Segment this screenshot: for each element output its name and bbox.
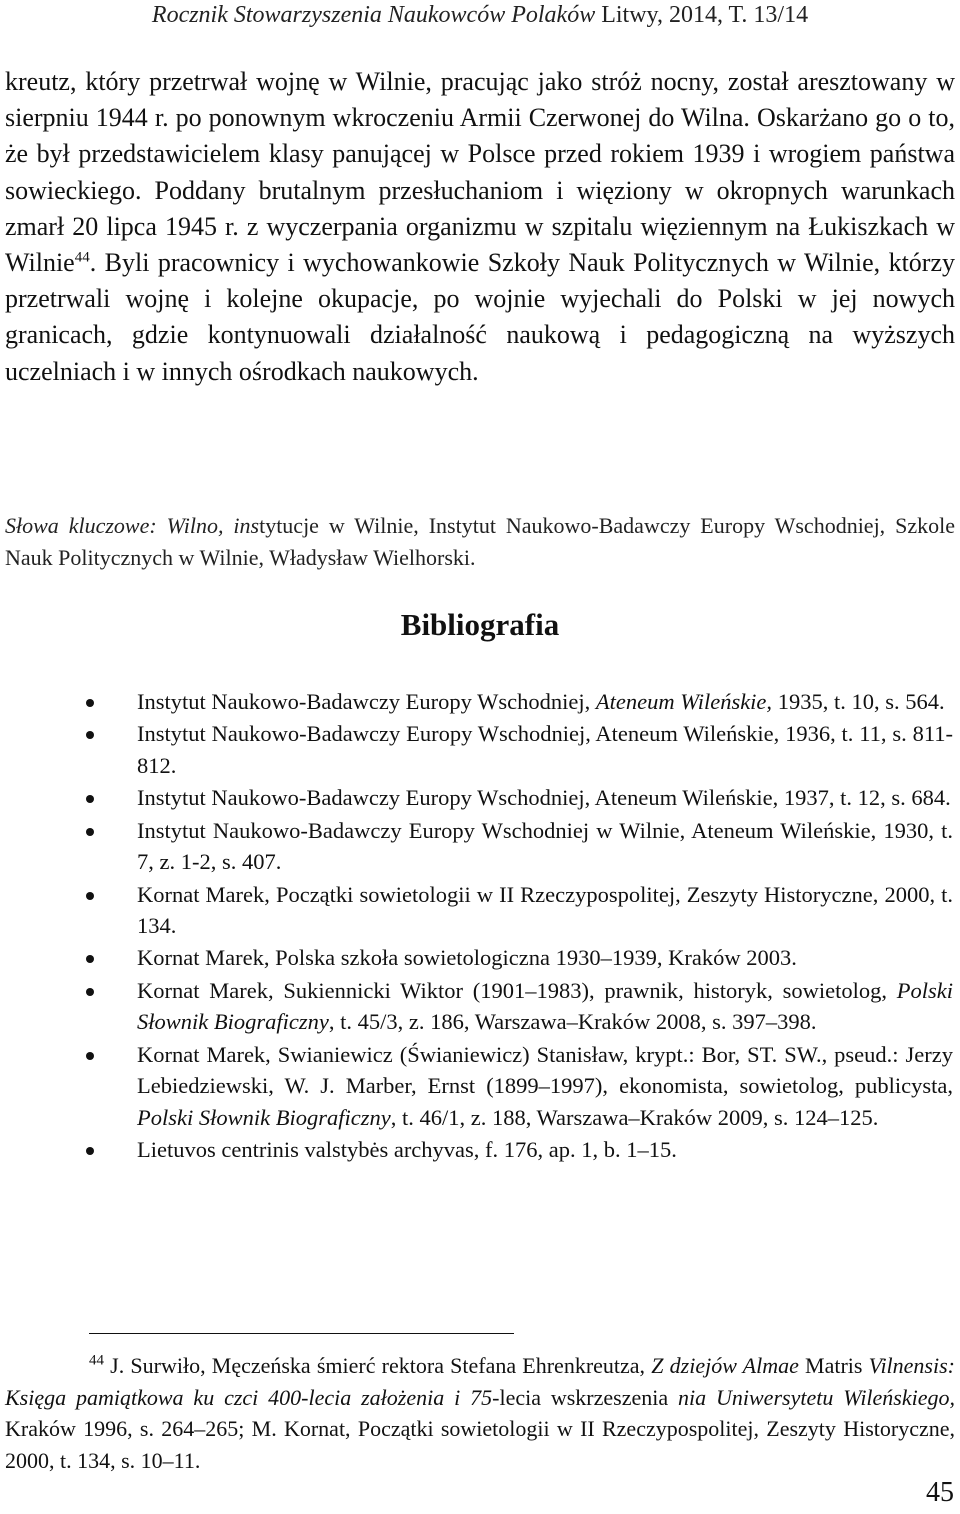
- bib-text: , t. 45/3, z. 186, Warszawa–Kraków 2008, s. 397–398.: [328, 1009, 817, 1035]
- bibliography-item: [0, 975, 960, 1038]
- bullet-icon: [86, 795, 94, 803]
- body-text-part-2: . Byli pracownicy i wychowankowie Szkoły Nauk Politycznych w Wilnie, którzy przetrwali wojnę i kolejne okupacje, po wojnie wyjechali do Polski w jej nowych granicach, gdzie kontynuowali działalność naukową i pedagogiczną na wyższych uczelniach i w innych ośrodkach naukowych.: [5, 248, 955, 386]
- bib-title: Polski Słownik Biograficzny: [137, 1104, 391, 1130]
- footnote-reference[interactable]: 44: [74, 249, 90, 266]
- bullet-icon: [86, 828, 94, 836]
- keywords-label: Słowa kluczowe: Wilno, ins: [5, 513, 260, 538]
- bibliography-heading: Bibliografia: [400, 607, 560, 642]
- bib-text: Kornat Marek, Sukiennicki Wiktor (1901–1983), prawnik, historyk, sowietolog,: [137, 977, 897, 1003]
- bibliography-item: [0, 718, 960, 781]
- bullet-icon: [86, 699, 94, 707]
- bullet-icon: [86, 731, 94, 739]
- running-head-journal: Rocznik Stowarzyszenia Naukowców Polaków: [151, 2, 596, 28]
- bibliography-item: [0, 686, 960, 718]
- bib-text: Lietuvos centrinis valstybės archyvas, f. 176, ap. 1, b. 1–15.: [137, 1137, 677, 1163]
- bullet-icon: [86, 988, 94, 996]
- bibliography-item: [0, 815, 960, 878]
- footnote: [5, 1350, 955, 1476]
- bullet-icon: [86, 892, 94, 900]
- running-head: [0, 2, 960, 29]
- bib-text: , t. 46/1, z. 188, Warszawa–Kraków 2009, s. 124–125.: [390, 1104, 879, 1130]
- body-text-part-1: kreutz, który przetrwał wojnę w Wilnie, pracując jako stróż nocny, został aresztowany w sierpniu 1944 r. po ponownym wkroczeniu Armii Czerwonej do Wilna. Oskarżano go o to, że był przedstawicielem klasy panującej w Polsce przed rokiem 1939 i wrogiem państwa sowieckiego. Poddany brutalnym przesłuchaniom i więziony w okropnych warunkach zmarł 20 lipca 1945 r. z wyczerpania organizmu w szpitalu więziennym na Łukiszkach w Wilnie: [5, 67, 955, 278]
- bibliography-item: [0, 782, 960, 814]
- bibliography-item: [0, 1134, 960, 1166]
- bib-text: Instytut Naukowo-Badawczy Europy Wschodniej, Ateneum Wileńskie, 1937, t. 12, s. 684.: [137, 785, 951, 811]
- bib-text: Instytut Naukowo-Badawczy Europy Wschodniej,: [137, 689, 596, 714]
- footnote-title: Vilnensis: Księga pamiątkowa ku czci 400-lecia założenia i 75: [5, 1353, 955, 1410]
- bib-title: Polski Słownik Biograficzny: [137, 977, 953, 1035]
- running-head-volume: Litwy, 2014, T. 13/14: [601, 2, 809, 28]
- bibliography-item: [0, 942, 960, 974]
- footnote-title: Z dziejów Almae: [651, 1353, 799, 1378]
- bullet-icon: [86, 955, 94, 963]
- bullet-icon: [86, 1052, 94, 1060]
- body-paragraph: [5, 64, 955, 390]
- bib-text: Kornat Marek, Początki sowietologii w II Rzeczypospolitej, Zeszyty Historyczne, 2000, t. 134.: [137, 881, 953, 939]
- bibliography-list: [0, 686, 960, 1167]
- bib-text: Kornat Marek, Swianiewicz (Świaniewicz) Stanisław, krypt.: Bor, ST. SW., pseud.: Jerzy Lebiedziewski, W. J. Marber, Ernst (1899–1997), ekonomista, sowietolog, publicysta,: [137, 1041, 953, 1099]
- footnote-text: Matris: [798, 1353, 869, 1378]
- footnote-text: J. Surwiło, Męczeńska śmierć rektora Stefana Ehrenkreutza,: [104, 1353, 652, 1378]
- bib-title: Ateneum Wileńskie,: [595, 689, 773, 714]
- bibliography-item: [0, 879, 960, 942]
- bib-text: Kornat Marek, Polska szkoła sowietologiczna 1930–1939, Kraków 2003.: [137, 945, 797, 971]
- footnote-title: nia Uniwersytetu Wileńskiego,: [678, 1384, 956, 1410]
- footnote-separator: [89, 1333, 514, 1334]
- bib-text: Instytut Naukowo-Badawczy Europy Wschodniej w Wilnie, Ateneum Wileńskie, 1930, t. 7, z. 1-2, s. 407.: [137, 817, 953, 875]
- footnote-text: Kraków 1996, s. 264–265; M. Kornat, Początki sowietologii w II Rzeczypospolitej, Zeszyty Historyczne, 2000, t. 134, s. 10–11.: [5, 1416, 955, 1473]
- keywords-text: tytucje w Wilnie, Instytut Naukowo-Badawczy Europy Wschodniej, Szkole Nauk Politycznych w Wilnie, Władysław Wielhorski.: [5, 513, 955, 570]
- bib-text: 1935, t. 10, s. 564.: [772, 689, 945, 714]
- bullet-icon: [86, 1147, 94, 1155]
- footnote-text: -lecia wskrzeszenia: [492, 1384, 679, 1410]
- keywords-paragraph: [5, 510, 955, 573]
- bib-text: Instytut Naukowo-Badawczy Europy Wschodniej, Ateneum Wileńskie, 1936, t. 11, s. 811-812.: [137, 721, 953, 778]
- footnote-number: 44: [89, 1352, 104, 1369]
- bibliography-item: [0, 1039, 960, 1134]
- page-number: 45: [926, 1477, 954, 1508]
